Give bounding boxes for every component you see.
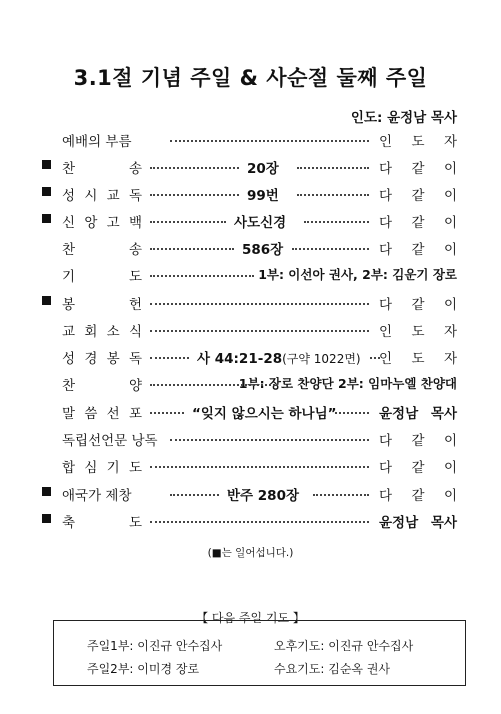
row-label: [62, 211, 142, 231]
next-prayer-item: 수요기도: 김순옥 권사: [274, 662, 391, 676]
text-part: 예배의 부름: [62, 134, 132, 150]
worship-row: [42, 265, 457, 289]
dot-leader: [304, 221, 369, 223]
row-label: [62, 320, 142, 340]
row-label: [62, 429, 162, 449]
row-label: [62, 402, 142, 422]
text-part: 인: [379, 324, 393, 340]
worship-row: [42, 293, 457, 317]
text-part: 자: [443, 134, 457, 150]
row-detail-note: (구약 1022면): [282, 352, 361, 366]
text-part: 이: [443, 488, 457, 504]
text-part: 기: [62, 269, 76, 285]
text-part: 같: [411, 161, 425, 177]
text-part: 앙: [84, 215, 98, 231]
worship-row: [42, 157, 457, 181]
stand-marker-icon: [42, 514, 51, 523]
dot-leader: [313, 494, 369, 496]
dot-leader: [370, 357, 380, 359]
next-prayer-title: 【 다음 주일 기도 】: [196, 611, 305, 625]
text-part: 포: [128, 406, 142, 422]
text-part: 독립선언문 낭독: [62, 433, 158, 449]
dot-leader: [170, 140, 369, 142]
row-detail-text: 사 44:21-28: [197, 351, 283, 367]
text-part: 고: [106, 215, 120, 231]
text-part: 같: [411, 460, 425, 476]
row-label: [62, 456, 142, 476]
text-part: 이: [443, 161, 457, 177]
row-performer: [379, 293, 457, 313]
text-part: 다: [379, 433, 393, 449]
worship-row: [42, 484, 457, 508]
text-part: 찬: [62, 161, 76, 177]
row-performer: [379, 484, 457, 504]
row-detail-text: “잊지 않으시는 하나님”: [192, 406, 337, 422]
text-part: 다: [379, 460, 393, 476]
row-detail-text: 586장: [242, 242, 284, 258]
text-part: 합: [62, 460, 76, 476]
row-performer: [379, 402, 457, 422]
row-detail: [242, 238, 283, 258]
worship-row: [42, 238, 457, 262]
row-performer: 1부: 장로 찬양단 2부: 임마누엘 찬양대: [238, 376, 457, 391]
dot-leader: [150, 303, 369, 305]
row-detail-text: 사도신경: [234, 215, 287, 231]
row-label: [62, 511, 142, 531]
row-performer: [379, 238, 457, 258]
row-performer: 1부: 이선아 권사, 2부: 김운기 장로: [258, 267, 457, 282]
text-part: 신: [62, 215, 76, 231]
row-performer: [379, 157, 457, 177]
dot-leader: [150, 248, 234, 250]
row-detail-text: 20장: [247, 161, 279, 177]
text-part: 심: [84, 460, 98, 476]
stand-marker-icon: [42, 296, 51, 305]
row-performer: [379, 429, 457, 449]
row-detail: [247, 157, 279, 177]
worship-row: [42, 184, 457, 208]
text-part: 교: [62, 324, 76, 340]
text-part: 송: [128, 161, 142, 177]
text-part: 다: [379, 188, 393, 204]
dot-leader: [150, 275, 254, 277]
stand-marker-icon: [42, 487, 51, 496]
text-part: 이: [443, 242, 457, 258]
text-part: 도: [128, 515, 142, 531]
dot-leader: [297, 167, 369, 169]
text-part: 다: [379, 488, 393, 504]
dot-leader: [292, 248, 369, 250]
row-performer: [379, 456, 457, 476]
text-part: 목사: [430, 515, 457, 531]
dot-leader: [170, 439, 369, 441]
dot-leader: [150, 412, 184, 414]
text-part: 같: [411, 297, 425, 313]
worship-leader: 인도: 윤정남 목사: [350, 110, 457, 126]
text-part: 다: [379, 161, 393, 177]
row-label: [62, 347, 142, 367]
text-part: 도: [128, 460, 142, 476]
row-detail: [192, 402, 337, 422]
worship-row: [42, 320, 457, 344]
row-label: [62, 265, 142, 285]
worship-row: [42, 211, 457, 235]
row-performer: [379, 511, 457, 531]
stand-marker-icon: [42, 214, 51, 223]
text-part: 이: [443, 297, 457, 313]
dot-leader: [150, 167, 239, 169]
text-part: 축: [62, 515, 76, 531]
text-part: 봉: [106, 351, 120, 367]
standing-note: (■는 일어섭니다.): [207, 547, 294, 559]
worship-row: [42, 429, 457, 453]
text-part: 같: [411, 433, 425, 449]
row-label: [62, 130, 162, 150]
row-detail: [227, 484, 299, 504]
next-prayer-item: 주일2부: 이미경 장로: [87, 662, 200, 676]
text-part: 양: [128, 378, 142, 394]
text-part: 같: [411, 188, 425, 204]
next-prayer-item: 주일1부: 이진규 안수집사: [87, 639, 223, 653]
text-part: 교: [106, 188, 120, 204]
text-part: 다: [379, 242, 393, 258]
text-part: 이: [443, 460, 457, 476]
text-part: 자: [443, 351, 457, 367]
row-label: [62, 374, 142, 394]
text-part: 같: [411, 242, 425, 258]
text-part: 백: [128, 215, 142, 231]
bulletin-title: 3.1절 기념 주일 & 사순절 둘째 주일: [73, 66, 428, 90]
row-detail-text: 99번: [247, 188, 279, 204]
worship-row: [42, 456, 457, 480]
text-part: 식: [128, 324, 142, 340]
row-label: [62, 293, 142, 313]
text-part: 자: [443, 324, 457, 340]
text-part: 소: [106, 324, 120, 340]
row-performer: [379, 211, 457, 231]
text-part: 윤정남: [379, 515, 419, 531]
row-label: [62, 484, 162, 504]
text-part: 회: [84, 324, 98, 340]
text-part: 도: [128, 269, 142, 285]
text-part: 송: [128, 242, 142, 258]
text-part: 도: [411, 351, 425, 367]
text-part: 인: [379, 351, 393, 367]
row-detail: [197, 347, 361, 367]
text-part: 다: [379, 297, 393, 313]
text-part: 도: [411, 134, 425, 150]
worship-row: [42, 511, 457, 535]
next-prayer-item: 오후기도: 이진규 안수집사: [274, 639, 414, 653]
dot-leader: [335, 412, 369, 414]
row-performer: [379, 130, 457, 150]
text-part: 윤정남: [379, 406, 419, 422]
row-performer: [379, 347, 457, 367]
dot-leader: [170, 494, 219, 496]
text-part: 선: [106, 406, 120, 422]
text-part: 경: [84, 351, 98, 367]
worship-row: [42, 347, 457, 371]
dot-leader: [297, 194, 369, 196]
dot-leader: [150, 221, 226, 223]
dot-leader: [150, 194, 239, 196]
dot-leader: [150, 521, 369, 523]
stand-marker-icon: [42, 160, 51, 169]
row-detail-text: 반주 280장: [227, 488, 300, 504]
stand-marker-icon: [42, 187, 51, 196]
text-part: 애국가 제창: [62, 488, 132, 504]
text-part: 시: [84, 188, 98, 204]
text-part: 이: [443, 188, 457, 204]
text-part: 성: [62, 351, 76, 367]
row-detail: [247, 184, 279, 204]
row-label: [62, 238, 142, 258]
text-part: 헌: [128, 297, 142, 313]
worship-row: [42, 374, 457, 398]
text-part: 봉: [62, 297, 76, 313]
text-part: 인: [379, 134, 393, 150]
row-detail: [234, 211, 286, 231]
text-part: 같: [411, 488, 425, 504]
text-part: 목사: [430, 406, 457, 422]
text-part: 말: [62, 406, 76, 422]
row-performer: [379, 184, 457, 204]
row-label: [62, 184, 142, 204]
text-part: 다: [379, 215, 393, 231]
text-part: 찬: [62, 242, 76, 258]
row-performer: [379, 320, 457, 340]
text-part: 도: [411, 324, 425, 340]
dot-leader: [150, 357, 189, 359]
text-part: 이: [443, 215, 457, 231]
text-part: 성: [62, 188, 76, 204]
worship-row: [42, 130, 457, 154]
row-label: [62, 157, 142, 177]
text-part: 기: [106, 460, 120, 476]
dot-leader: [150, 466, 369, 468]
next-prayer-box: [53, 620, 466, 686]
dot-leader: [150, 330, 369, 332]
text-part: 이: [443, 433, 457, 449]
dot-leader: [150, 384, 278, 386]
text-part: 독: [128, 351, 142, 367]
text-part: 씀: [84, 406, 98, 422]
worship-row: [42, 402, 457, 426]
text-part: 같: [411, 215, 425, 231]
text-part: 찬: [62, 378, 76, 394]
text-part: 독: [128, 188, 142, 204]
